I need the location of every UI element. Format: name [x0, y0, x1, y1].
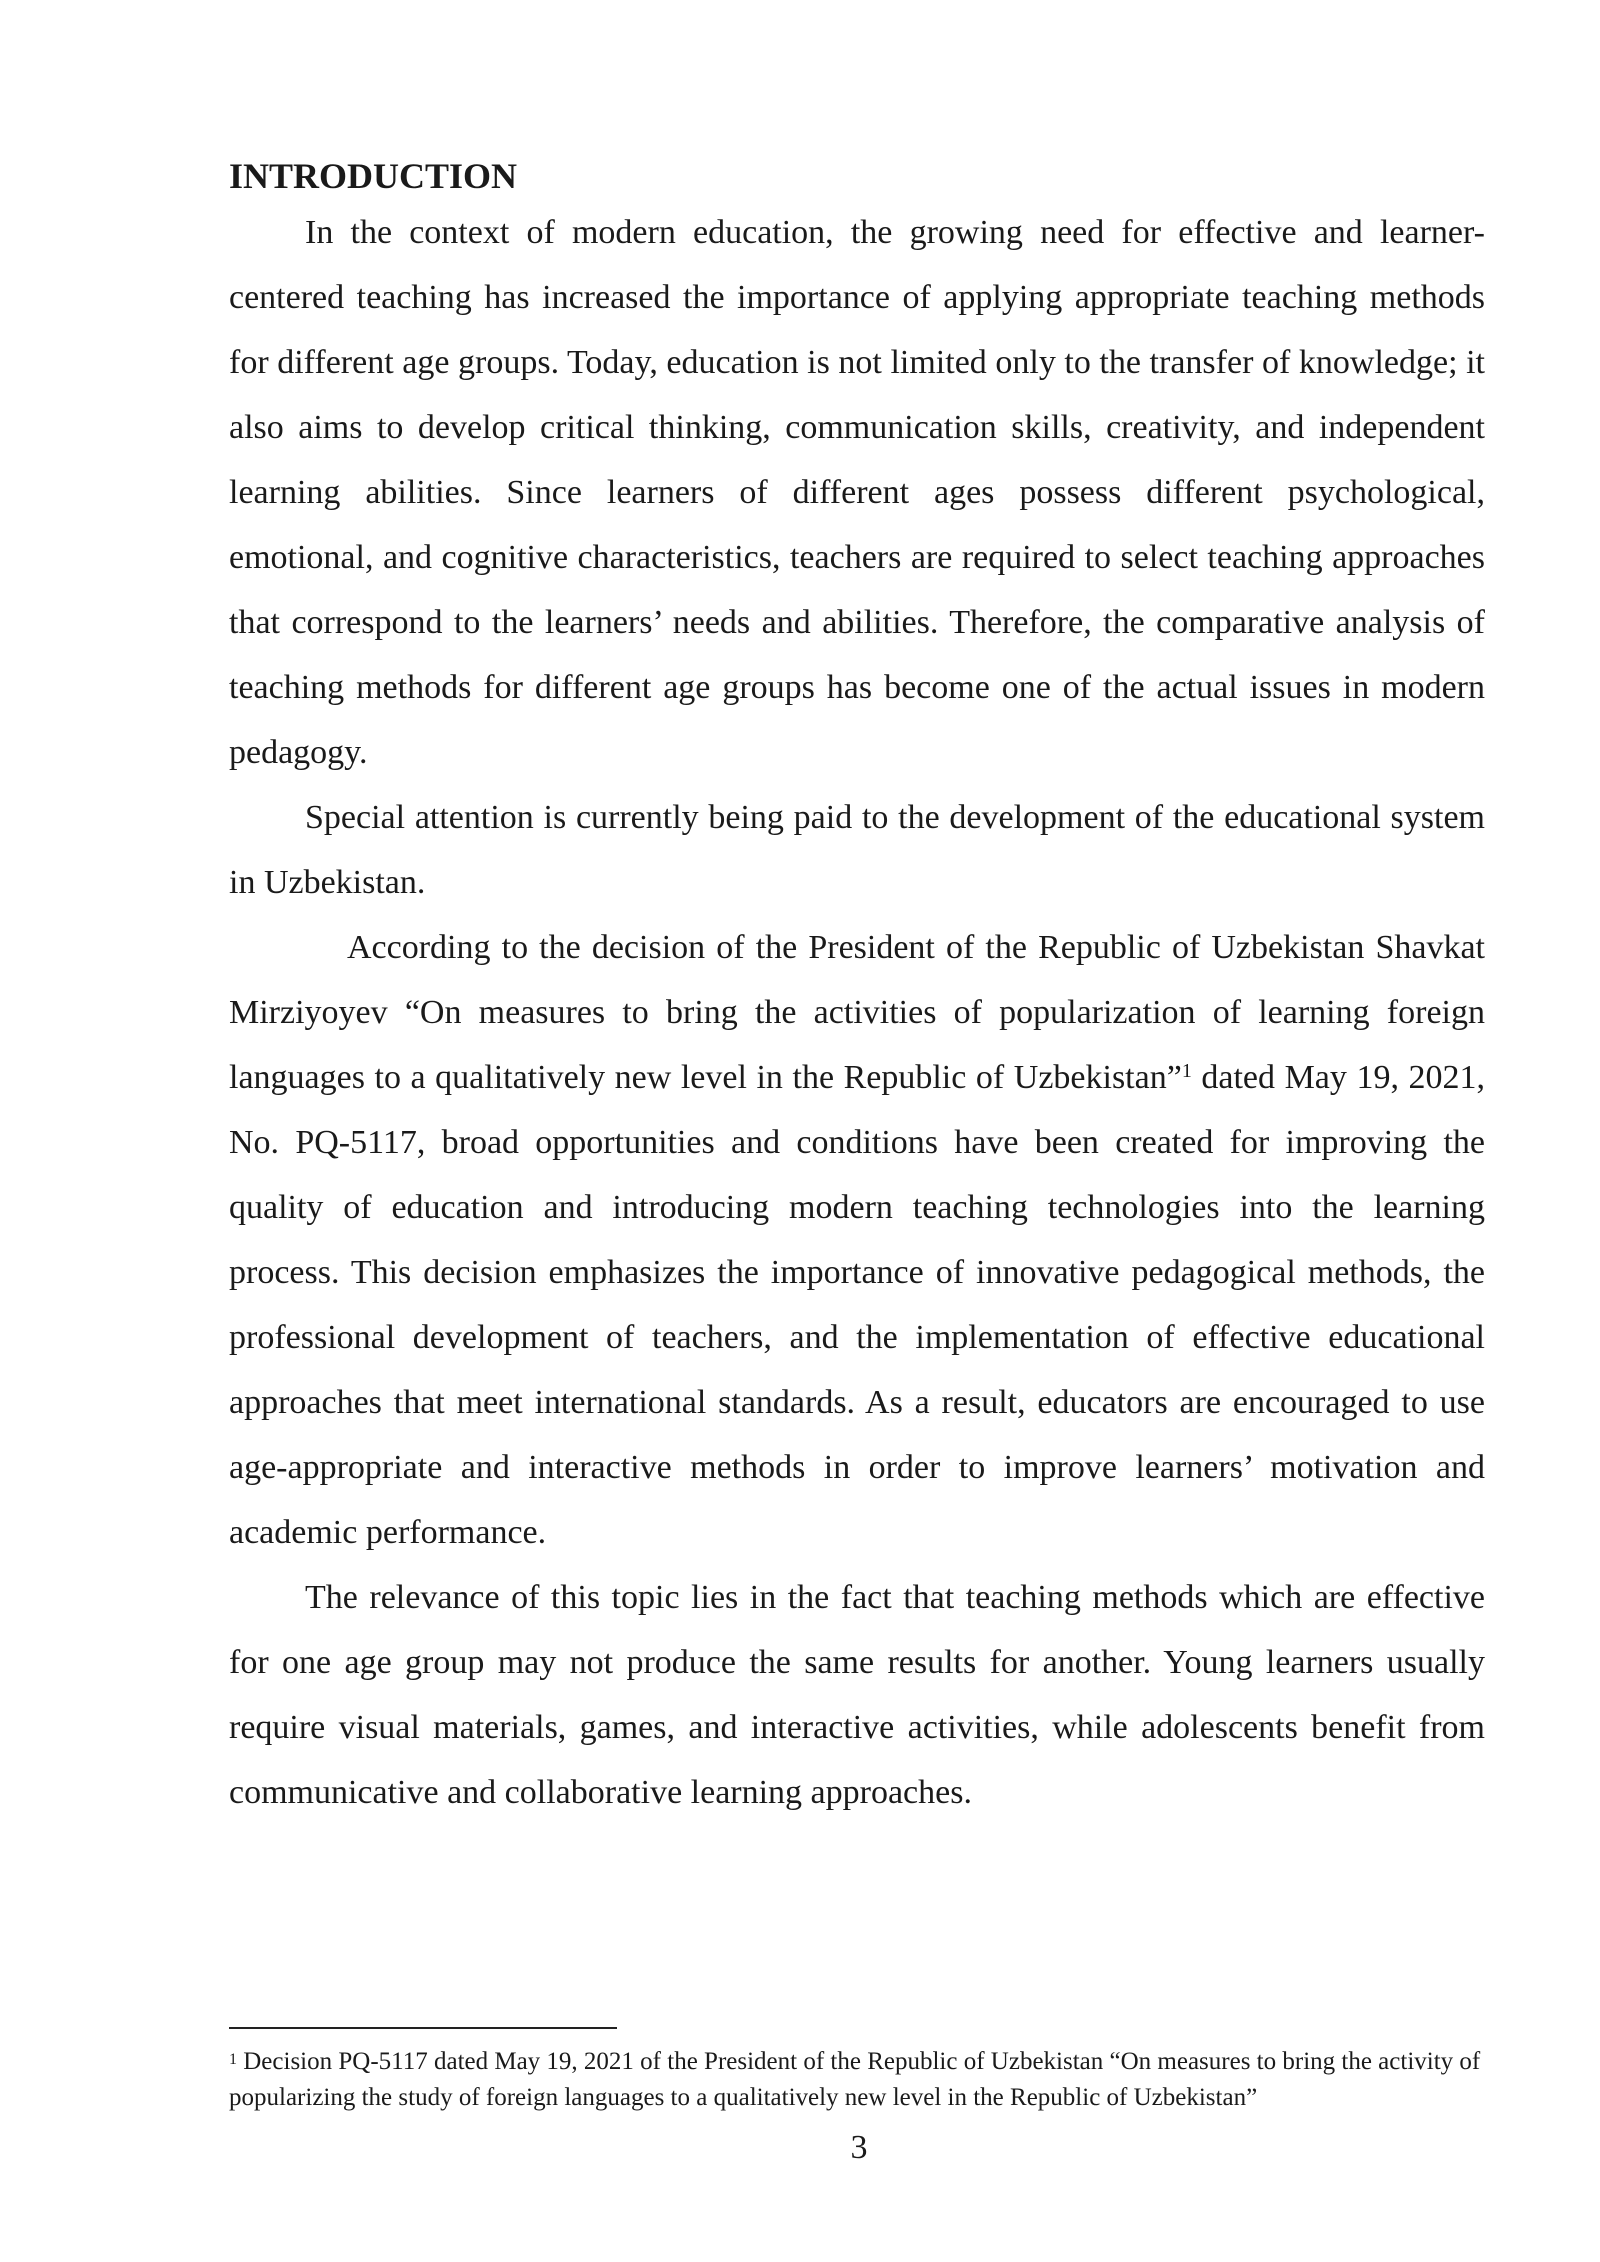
- paragraph-4: The relevance of this topic lies in the fact that teaching methods which are effective for one age group may not produce the same results for another. Young learners usually require visual materials, games, and interactive activities, while adolescents benefit from communicative and collaborative learning approaches.: [229, 1579, 1485, 1811]
- paragraph-1: In the context of modern education, the growing need for effective and learner-centered teaching has increased the importance of applying appropriate teaching methods for different age groups. Today, education is not limited only to the transfer of knowledge; it also aims to develop critical thinking, communication skills, creativity, and independent learning abilities. Since learners of different ages possess different psychological, emotional, and cognitive characteristics, teachers are required to select teaching approaches that correspond to the learners’ needs and abilities. Therefore, the comparative analysis of teaching methods for different age groups has become one of the actual issues in modern pedagogy.: [229, 214, 1485, 771]
- page-number: 3: [850, 2129, 868, 2166]
- footnote-separator: [229, 2027, 617, 2029]
- footnote-number: 1: [229, 2051, 237, 2068]
- paragraph-2: Special attention is currently being paid to the development of the educational system in Uzbekistan.: [229, 799, 1485, 901]
- footnote: [229, 2044, 1485, 2116]
- paragraph-3-text-start: According to the decision of the President of the Republic of Uzbekistan Shavkat Mirziyoyev “On measures to bring the activities of popularization of learning foreign languages to a qualitatively new level in the Republic of Uzbekistan”: [229, 929, 1485, 1096]
- footnote-text: Decision PQ-5117 dated May 19, 2021 of the President of the Republic of Uzbekistan “On measures to bring the activity of popularizing the study of foreign languages to a qualitatively new level in the Republic of Uzbekistan”: [229, 2048, 1481, 2111]
- paragraph-3: [229, 915, 1485, 1565]
- page-body: [229, 152, 1485, 1825]
- section-heading: INTRODUCTION: [229, 156, 518, 196]
- paragraph-3-text-end: dated May 19, 2021, No. PQ-5117, broad opportunities and conditions have been created for improving the quality of education and introducing modern teaching technologies into the learning process. This decision emphasizes the importance of innovative pedagogical methods, the professional development of teachers, and the implementation of effective educational approaches that meet international standards. As a result, educators are encouraged to use age-appropriate and interactive methods in order to improve learners’ motivation and academic performance.: [229, 1059, 1486, 1551]
- footnote-reference[interactable]: 1: [1181, 1060, 1192, 1082]
